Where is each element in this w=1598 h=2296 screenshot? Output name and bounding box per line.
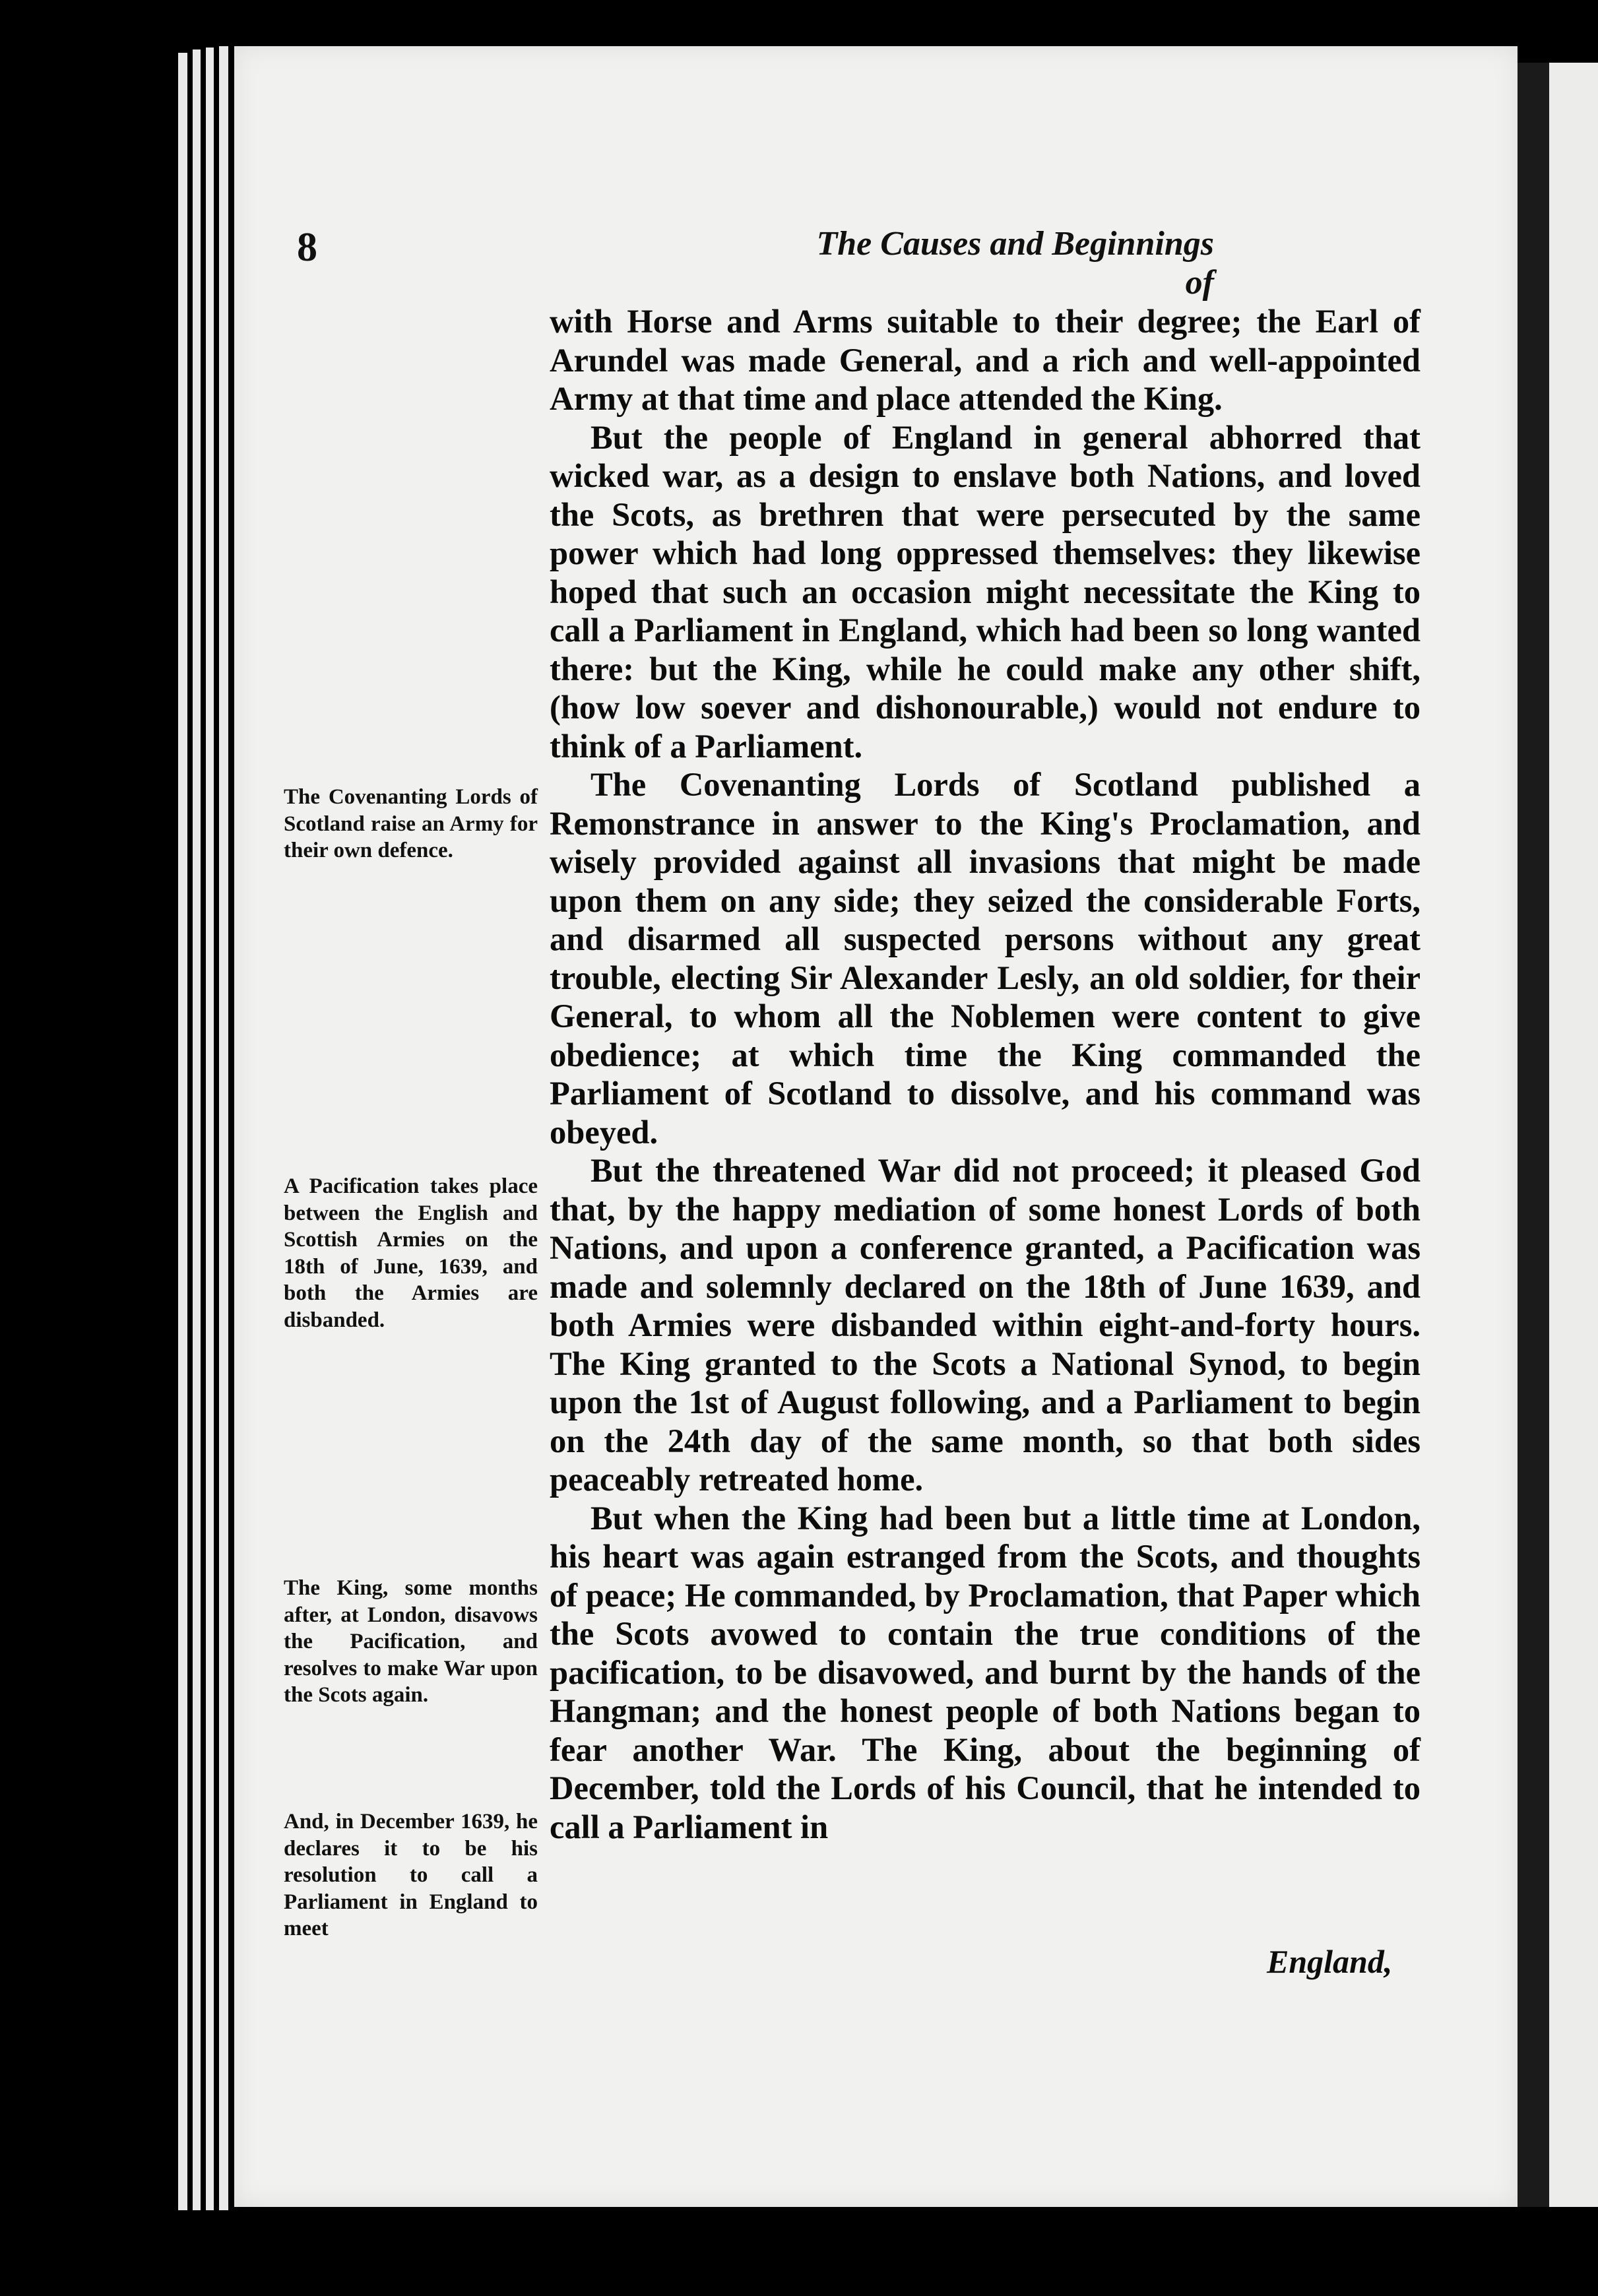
page-edge xyxy=(206,48,214,2210)
margin-note: The Covenanting Lords of Scotland raise an Army for their own defence. xyxy=(284,785,538,862)
show-through-text xyxy=(307,417,558,443)
paragraph: But the people of England in general abhorred that wicked war, as a design to enslave both Nations, and loved the Scots, as brethren that were persecuted by the same power which had long oppressed themselves: they likewise hoped that such an occasion might necessitate the King to call a Parliament in England, which had been so long wanted there: but the King, while he could make any other shift, (how low soever and dishonourable,) would not endure to think of a Parliament. xyxy=(550,418,1421,765)
next-page-edge xyxy=(1549,63,1598,2207)
margin-note: The King, some months after, at London, disavows the Pacification, and resolves to make War upon the Scots again. xyxy=(284,1576,538,1707)
running-title: The Causes and Beginnings of xyxy=(816,225,1214,302)
paragraph: But the threatened War did not proceed; it pleased God that, by the happy mediation of some honest Lords of both Nations, and upon a conference granted, a Pacification was made and solemnly declared on the 18th of June 1639, and both Armies were disbanded within eight-and-forty hours. The King granted to the Scots a National Synod, to begin upon the 1st of August following, and a Parliament to begin on the 24th day of the same month, so that both sides peaceably retreated home. xyxy=(550,1152,1421,1498)
catchword: England, xyxy=(1267,1943,1393,1980)
main-text xyxy=(550,302,1421,1846)
page-edge xyxy=(193,49,201,2210)
page-edge xyxy=(178,53,187,2210)
page-number: 8 xyxy=(297,225,317,270)
margin-note: A Pacification takes place between the English and Scottish Armies on the 18th of June, 1639, and both the Armies are disbanded. xyxy=(284,1174,538,1332)
page-gutter xyxy=(1518,63,1549,2207)
page-edge xyxy=(219,46,228,2210)
paragraph: The Covenanting Lords of Scotland published a Remonstrance in answer to the King's Proclamation, and wisely provided against all invasions that might be made upon them on any side; they seized the considerable Forts, and disarmed all suspected persons without any great trouble, electing Sir Alexander Lesly, an old soldier, for their General, to whom all the Noblemen were content to give obedience; at which time the King commanded the Parliament of Scotland to dissolve, and his command was obeyed. xyxy=(550,766,1421,1151)
paragraph: with Horse and Arms suitable to their degree; the Earl of Arundel was made General, and a rich and well-appointed Army at that time and place attended the King. xyxy=(550,303,1421,417)
margin-note: And, in December 1639, he declares it to be his resolution to call a Parliament in England to meet xyxy=(284,1810,538,1940)
paragraph: But when the King had been but a little time at London, his heart was again estranged from the Scots, and thoughts of peace; He commanded, by Proclamation, that Paper which the Scots avowed to contain the true conditions of the pacification, to be disavowed, and burnt by the hands of the Hangman; and the honest people of both Nations began to fear another War. The King, about the beginning of December, told the Lords of his Council, that he intended to call a Parliament in xyxy=(550,1499,1421,1845)
